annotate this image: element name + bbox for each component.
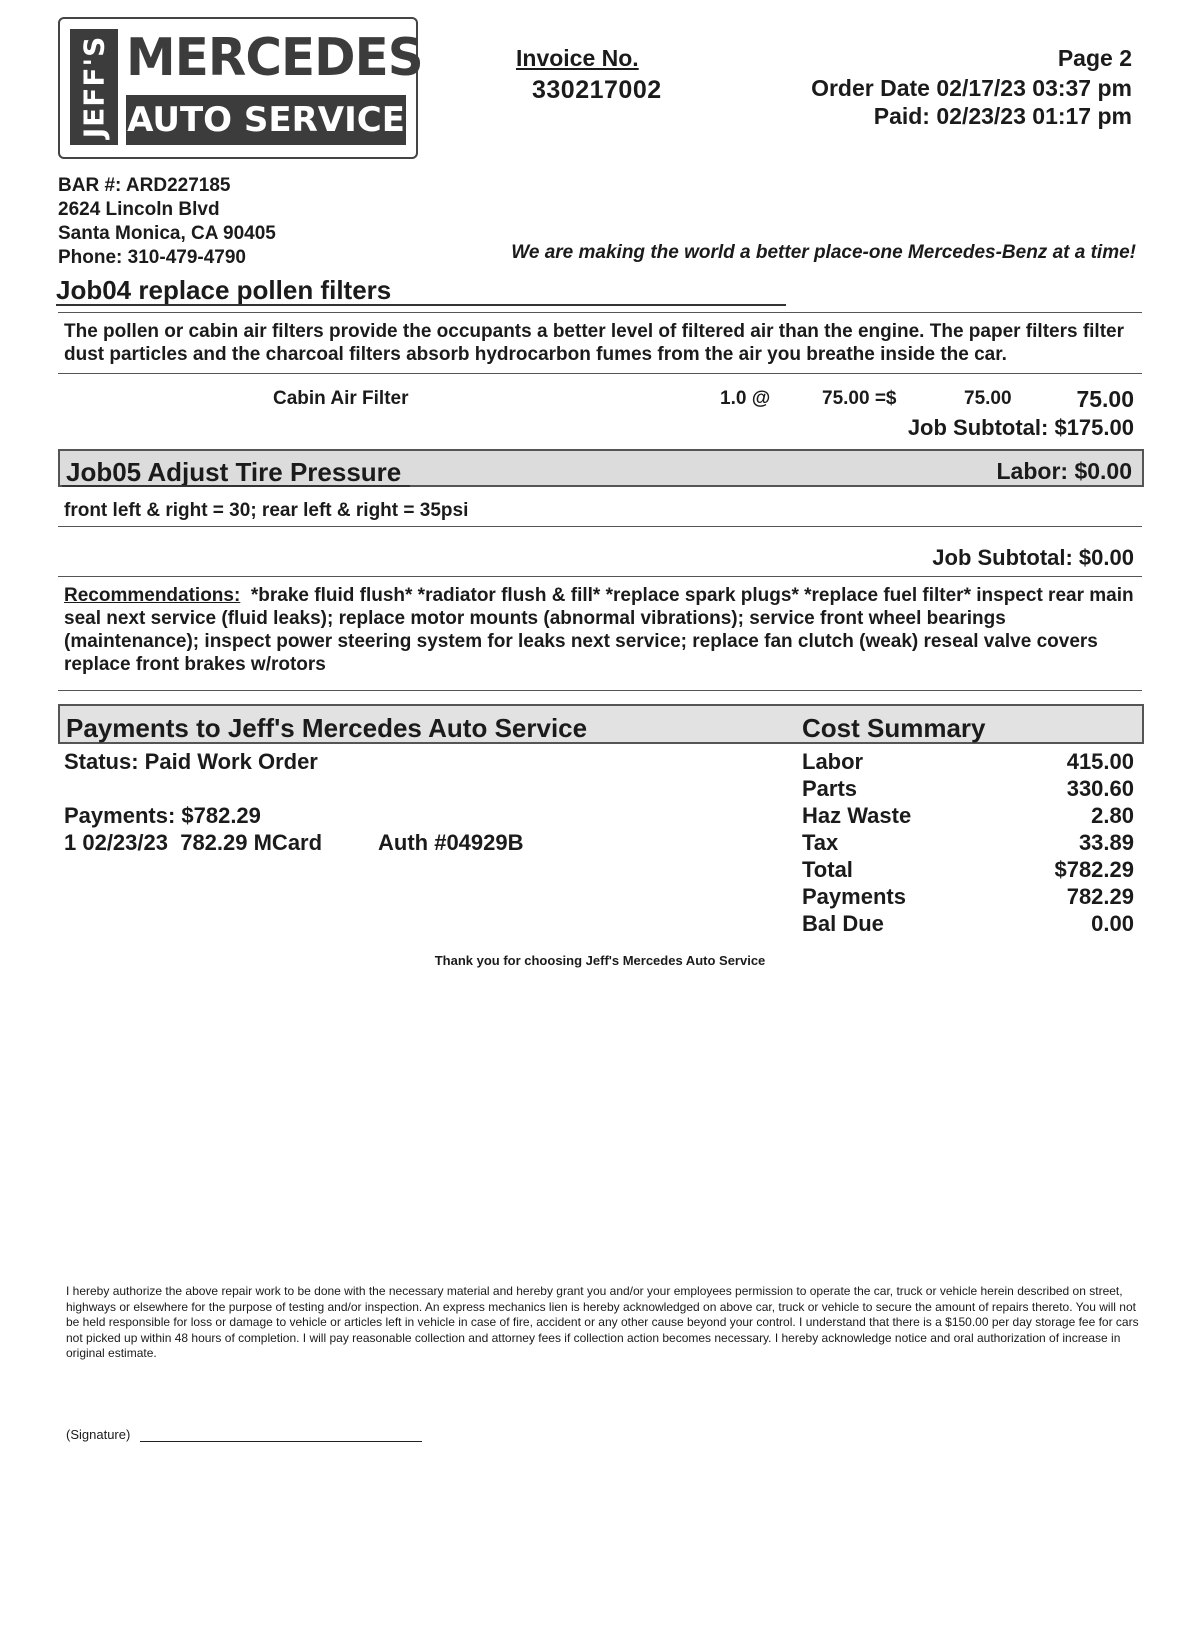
cost-row-haz-waste — [802, 803, 1134, 830]
payment-entry: 1 02/23/23 782.29 MCard — [64, 830, 323, 855]
cost-value: 330.60 — [1066, 776, 1134, 801]
divider — [58, 526, 1142, 527]
logo-side-panel — [70, 29, 118, 145]
job05-labor: Labor: $0.00 — [996, 458, 1132, 484]
divider — [58, 312, 1142, 313]
logo-bottom-text: AUTO SERVICE — [126, 95, 406, 145]
signature-line[interactable] — [140, 1441, 422, 1442]
payments-total: Payments: $782.29 — [64, 803, 261, 828]
line-item-price: 75.00 =$ — [822, 388, 897, 409]
cost-row-balance-due — [802, 911, 1134, 938]
thank-you-note: Thank you for choosing Jeff's Mercedes Auto Service — [434, 953, 766, 968]
legal-authorization: I hereby authorize the above repair work to be done with the necessary material and hereby grant you and/or your employees permission to operate the car, truck or vehicle herein described on street, highways or elsewhere for the purpose of testing and/or inspection. An express mechanics lien is hereby acknowledged on above car, truck or vehicle to secure the amount of repairs thereto. You will not be held responsible for loss or damage to vehicle or articles left in vehicle in case of fire, accident or any other cause beyond your control. I understand that there is a $150.00 per day storage fee for cars not picked up within 48 hours of completion. I will pay reasonable collection and attorney fees if collection action becomes necessary. I hereby acknowledge notice and oral authorization of increase in original estimate. — [66, 1284, 1139, 1360]
divider — [58, 690, 1142, 691]
cost-value: 782.29 — [1066, 884, 1134, 909]
cost-row-tax — [802, 830, 1134, 857]
job04-description: The pollen or cabin air filters provide the occupants a better level of filtered air than the engine. The paper filters filter dust particles and the charcoal filters absorb hydrocarbon fumes from the air you breathe inside the car. — [64, 321, 1125, 365]
order-date: Order Date 02/17/23 03:37 pm — [811, 75, 1132, 101]
cost-row-payments — [802, 884, 1134, 911]
cost-value: $782.29 — [1054, 857, 1134, 882]
payments-header-bar — [58, 704, 1144, 744]
cost-label: Parts — [802, 776, 858, 801]
recommendations-label: Recommendations: — [64, 585, 241, 606]
job04-subtotal: Job Subtotal: $175.00 — [907, 415, 1134, 440]
job05-title: Job05 Adjust Tire Pressure — [66, 457, 402, 487]
cost-row-total — [802, 857, 1134, 884]
signature-label: (Signature) — [66, 1427, 131, 1442]
divider — [58, 576, 1142, 577]
line-item-total: 75.00 — [1076, 386, 1134, 412]
job05-header-bar — [58, 449, 1144, 487]
payment-status: Status: Paid Work Order — [64, 749, 318, 774]
cost-label: Bal Due — [802, 911, 884, 936]
recommendations-text: *brake fluid flush* *radiator flush & fill* *replace spark plugs* *replace fuel filter* inspect rear main seal next service (fluid leaks); replace motor mounts (abnormal vibrations); service front wheel bearings (maintenance); inspect power steering system for leaks next service; replace fan clutch (weak) reseal valve covers replace front brakes w/rotors — [64, 585, 1134, 675]
cost-value: 415.00 — [1066, 749, 1134, 774]
phone: Phone: 310-479-4790 — [58, 247, 246, 268]
payments-title: Payments to Jeff's Mercedes Auto Service — [66, 713, 588, 743]
cost-summary-title: Cost Summary — [802, 713, 986, 743]
tagline: We are making the world a better place-one Mercedes-Benz at a time! — [511, 242, 1136, 263]
cost-label: Payments — [802, 884, 906, 909]
cost-row-labor — [802, 749, 1134, 776]
address-line-2: Santa Monica, CA 90405 — [58, 223, 276, 244]
cost-label: Haz Waste — [802, 803, 912, 828]
divider — [58, 373, 1142, 374]
job04-title: Job04 replace pollen filters — [56, 275, 392, 305]
cost-row-parts — [802, 776, 1134, 803]
address-line-1: 2624 Lincoln Blvd — [58, 199, 220, 220]
cost-value: 0.00 — [1091, 911, 1134, 936]
logo-top-text: MERCEDES — [126, 28, 423, 88]
paid-date: Paid: 02/23/23 01:17 pm — [873, 103, 1132, 129]
invoice-number: 330217002 — [532, 76, 662, 104]
cost-value: 2.80 — [1091, 803, 1134, 828]
payment-auth: Auth #04929B — [378, 830, 524, 855]
cost-label: Labor — [802, 749, 864, 774]
line-item-name: Cabin Air Filter — [273, 388, 409, 409]
recommendations — [64, 584, 1144, 676]
logo-side-text: JEFF'S — [77, 35, 111, 139]
company-logo — [58, 17, 423, 159]
cost-label: Tax — [802, 830, 839, 855]
cost-value: 33.89 — [1078, 830, 1134, 855]
bar-number: BAR #: ARD227185 — [58, 175, 231, 196]
job05-title-underline — [62, 485, 410, 487]
invoice-label: Invoice No. — [516, 45, 639, 71]
line-item-qty: 1.0 @ — [720, 388, 771, 409]
page-number: Page 2 — [1057, 45, 1132, 71]
job05-subtotal: Job Subtotal: $0.00 — [932, 545, 1134, 570]
line-item-amount: 75.00 — [964, 388, 1012, 409]
cost-label: Total — [802, 857, 853, 882]
job04-title-underline — [56, 304, 786, 306]
job05-note: front left & right = 30; rear left & right = 35psi — [64, 500, 469, 521]
shop-info — [58, 174, 276, 270]
